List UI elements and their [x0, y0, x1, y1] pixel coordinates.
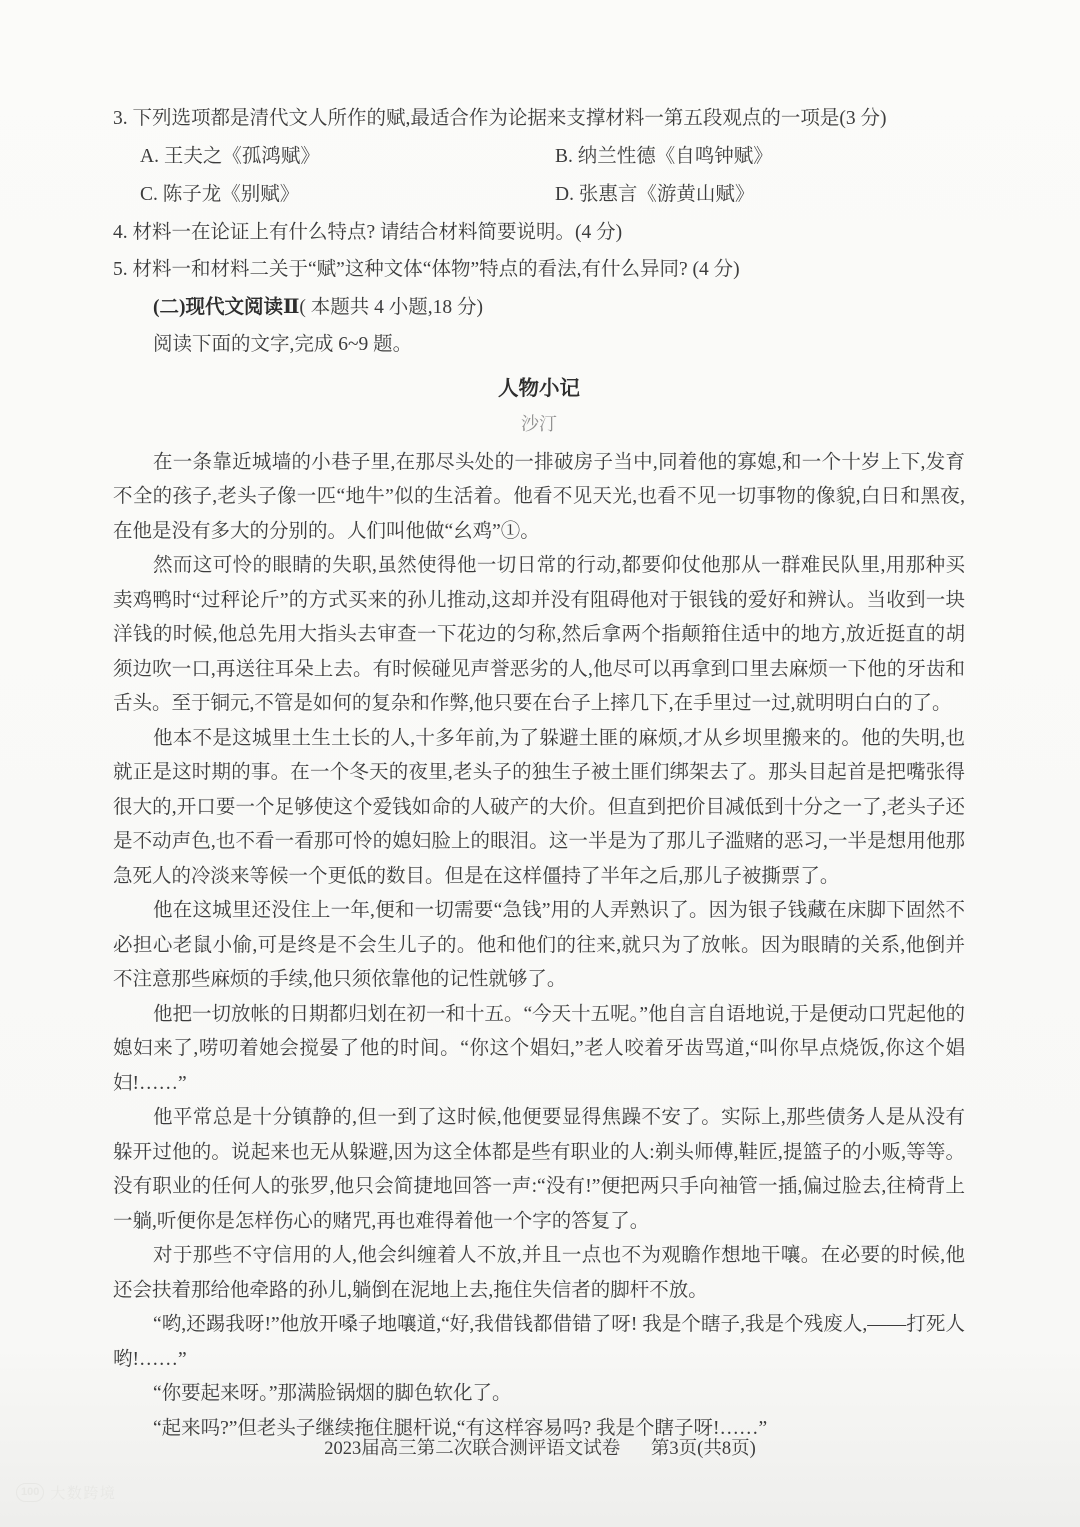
question-5: 5. 材料一和材料二关于“赋”这种文体“体物”特点的看法,有什么异同? (4 分): [113, 259, 740, 280]
watermark-logo-icon: 100: [16, 1483, 44, 1502]
questions-section: [113, 100, 965, 364]
passage-paragraph: 他本不是这城里土生土长的人,十多年前,为了躲避土匪的麻烦,才从乡坝里搬来的。他的失明,也就正是这时期的事。在一个冬天的夜里,老头子的独生子被土匪们绑架去了。那头目起首是把嘴张得很大的,开口要一个足够使这个爱钱如命的人破产的大价。但直到把价目减低到十分之一了,老头子还是不动声色,也不看一看那可怜的媳妇脸上的眼泪。这一半是为了那儿子滥赌的恶习,一半是想用他那急死人的冷淡来等候一个更低的数目。但是在这样僵持了半年之后,那儿子被撕票了。: [113, 727, 965, 887]
passage-paragraph: 对于那些不守信用的人,他会纠缠着人不放,并且一点也不为观瞻作想地干嚷。在必要的时候,他还会扶着那给他牵路的孙儿,躺倒在泥地上去,拖住失信者的脚杆不放。: [113, 1245, 965, 1301]
passage-author: 沙汀: [521, 413, 557, 434]
question-4: 4. 材料一在论证上有什么特点? 请结合材料简要说明。(4 分): [113, 221, 623, 243]
page-footer: [0, 1436, 1080, 1462]
passage-paragraph: 他在这城里还没住上一年,便和一切需要“急钱”用的人弄熟识了。因为银子钱藏在床脚下固然不必担心老鼠小偷,可是终是不会生儿子的。他和他们的往来,就只为了放帐。因为眼睛的关系,他倒并不注意那些麻烦的手续,他只须依靠他的记性就够了。: [113, 900, 965, 990]
passage-title: 人物小记: [498, 377, 580, 400]
passage-paragraph: 他平常总是十分镇静的,但一到了这时候,他便要显得焦躁不安了。实际上,那些债务人是从没有躲开过他的。说起来也无从躲避,因为这全体都是些有职业的人:剃头师傅,鞋匠,提篮子的小贩,等等。没有职业的任何人的张罗,他只会简捷地回答一声:“没有!”便把两只手向袖管一插,偏过脸去,往椅背上一躺,听便你是怎样伤心的赌咒,再也难得着他一个字的答复了。: [113, 1107, 965, 1232]
section-heading-title: (二)现代文阅读Ⅱ: [152, 296, 300, 318]
footer-page-number: 第3页(共8页): [650, 1439, 756, 1459]
watermark: [16, 1482, 116, 1503]
section-heading-meta: ( 本题共 4 小题,18 分): [299, 296, 484, 318]
footer-exam-name: 2023届高三第二次联合测评语文试卷: [324, 1439, 621, 1459]
q3-options-row-1: [113, 138, 965, 176]
passage-paragraph: “哟,还踢我呀!”他放开嗓子地嚷道,“好,我借钱都借错了呀! 我是个瞎子,我是个残废人,——打死人哟!……”: [113, 1314, 965, 1370]
q3-option-d: D. 张惠言《游黄山赋》: [555, 183, 755, 205]
passage-paragraph: 他把一切放帐的日期都归划在初一和十五。“今天十五呢。”他自言自语地说,于是便动口咒起他的媳妇来了,唠叨着她会搅晏了他的时间。“你这个娼妇,”老人咬着牙齿骂道,“叫你早点烧饭,你这个娼妇!……”: [113, 1003, 965, 1094]
q3-option-a: A. 王夫之《孤鸿赋》: [140, 145, 320, 167]
passage-paragraph: 然而这可怜的眼睛的失职,虽然使得他一切日常的行动,都要仰仗他那从一群难民队里,用那种买卖鸡鸭时“过秤论斤”的方式买来的孙儿推动,这却并没有阻碍他对于银钱的爱好和辨认。当收到一块洋钱的时候,他总先用大指头去审查一下花边的匀称,然后拿两个指颠箝住适中的地方,放近挺直的胡须边吹一口,再送往耳朵上去。有时候碰见声誉恶劣的人,他尽可以再拿到口里去麻烦一下他的牙齿和舌头。至于铜元,不管是如何的复杂和作弊,他只要在台子上摔几下,在手里过一过,就明明白白的了。: [113, 555, 965, 714]
section-heading: [113, 289, 965, 327]
page-content: [113, 100, 965, 1446]
passage-paragraph: 在一条靠近城墙的小巷子里,在那尽头处的一排破房子当中,同着他的寡媳,和一个十岁上下,发育不全的孩子,老头子像一匹“地牛”似的生活着。他看不见天光,也看不见一切事物的像貌,白日和黑夜,在他是没有多大的分别的。人们叫他做“幺鸡”①。: [113, 451, 965, 542]
passage-paragraph: “你要起来呀。”那满脸锅烟的脚色软化了。: [152, 1383, 512, 1404]
watermark-text: 大数跨境: [50, 1485, 117, 1502]
passage-body: [113, 446, 965, 1447]
q3-option-c: C. 陈子龙《别赋》: [140, 183, 300, 205]
q3-option-b: B. 纳兰性德《自鸣钟赋》: [555, 145, 773, 167]
question-3: 3. 下列选项都是清代文人所作的赋,最适合作为论据来支撑材料一第五段观点的一项是(3 分): [113, 108, 887, 129]
q3-options-row-2: [113, 176, 965, 214]
passage-paragraph: “起来吗?”但老头子继续拖住腿杆说,“有这样容易吗? 我是个瞎子呀!……”: [152, 1417, 768, 1439]
reading-instruction: 阅读下面的文字,完成 6~9 题。: [152, 334, 413, 355]
